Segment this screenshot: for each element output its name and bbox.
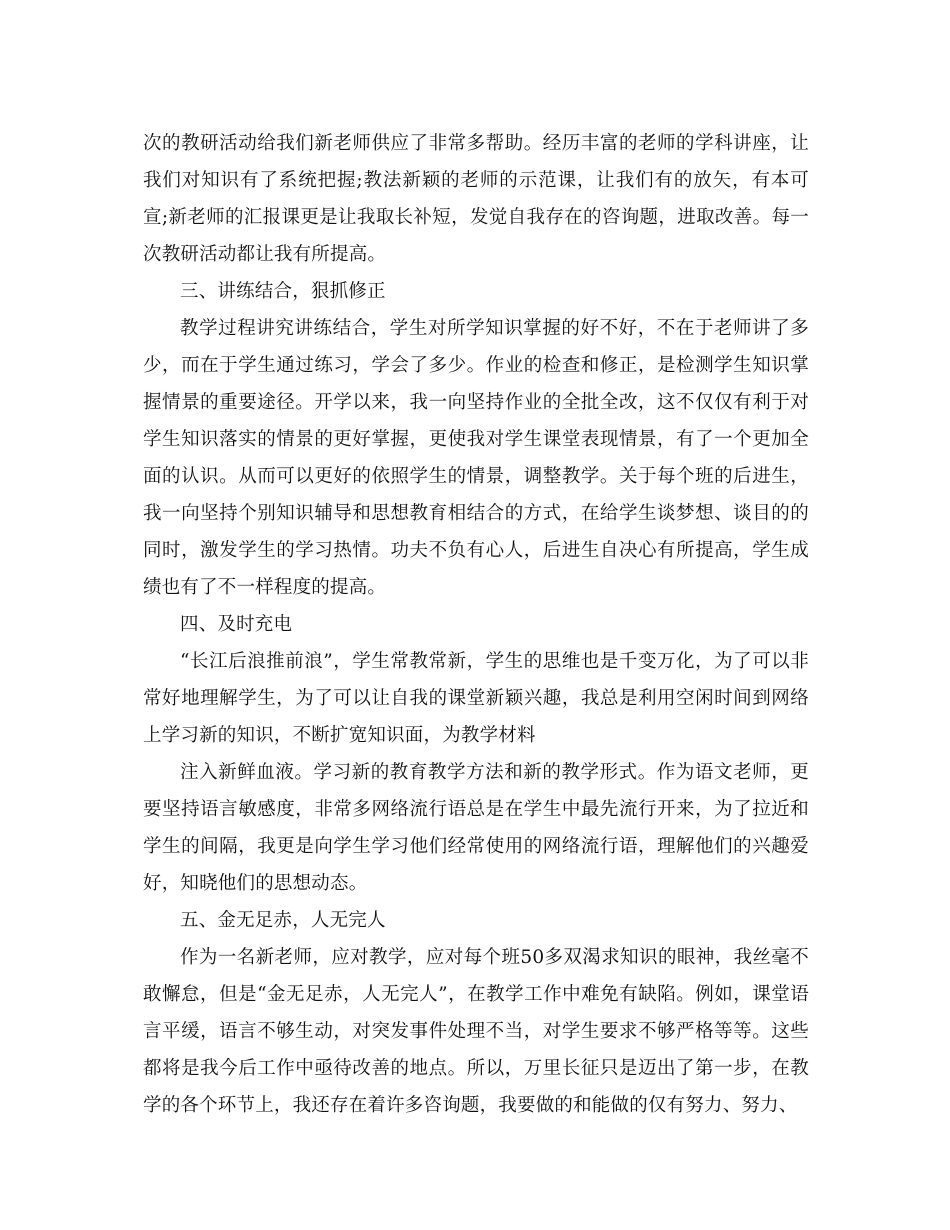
paragraph-recharge: “长江后浪推前浪”，学生常教常新，学生的思维也是千变万化，为了可以非常好地理解学生，为了可以让自我的课堂新颖兴趣，我总是利用空闲时间到网络上学习新的知识，不断扩宽知识面，为教学材料 bbox=[143, 651, 809, 746]
paragraph-imperfection: 作为一名新老师，应对教学，应对每个班50多双渴求知识的眼神，我丝毫不敢懈怠，但是“金无足赤，人无完人”，在教学工作中难免有缺陷。例如，课堂语言平缓，语言不够生动，对突发事件处理不当，对学生要求不够严格等等。这些都将是我今后工作中亟待改善的地点。所以，万里长征只是迈出了第一步，在教学的各个环节上，我还存在着许多咨询题，我要做的和能做的仅有努力、努力、 bbox=[143, 947, 809, 1116]
paragraph-continuation: 次的教研活动给我们新老师供应了非常多帮助。经历丰富的老师的学科讲座，让我们对知识有了系统把握;教法新颖的老师的示范课，让我们有的放矢，有本可宣;新老师的汇报课更是让我取长补短，发觉自我存在的咨询题，进取改善。每一次教研活动都让我有所提高。 bbox=[143, 133, 809, 265]
section-heading-5: 五、金无足赤，人无完人 bbox=[180, 910, 386, 931]
section-heading-3: 三、讲练结合，狠抓修正 bbox=[180, 281, 386, 302]
paragraph-practice: 教学过程讲究讲练结合，学生对所学知识掌握的好不好，不在于老师讲了多少，而在于学生通过练习，学会了多少。作业的检查和修正，是检测学生知识掌握情景的重要途径。开学以来，我一向坚持作业的全批全改，这不仅仅有利于对学生知识落实的情景的更好掌握，更使我对学生课堂表现情景，有了一个更加全面的认识。从而可以更好的依照学生的情景，调整教学。关于每个班的后进生，我一向坚持个别知识辅导和思想教育相结合的方式，在给学生谈梦想、谈目的的同时，激发学生的学习热情。功夫不负有心人，后进生自决心有所提高，学生成绩也有了不一样程度的提高。 bbox=[143, 318, 809, 598]
section-heading-4: 四、及时充电 bbox=[180, 614, 293, 635]
document-body bbox=[143, 125, 809, 1124]
paragraph-new-blood: 注入新鲜血液。学习新的教育教学方法和新的教学形式。作为语文老师，更要坚持语言敏感度，非常多网络流行语总是在学生中最先流行开来，为了拉近和学生的间隔，我更是向学生学习他们经常使用的网络流行语，理解他们的兴趣爱好，知晓他们的思想动态。 bbox=[143, 762, 809, 894]
